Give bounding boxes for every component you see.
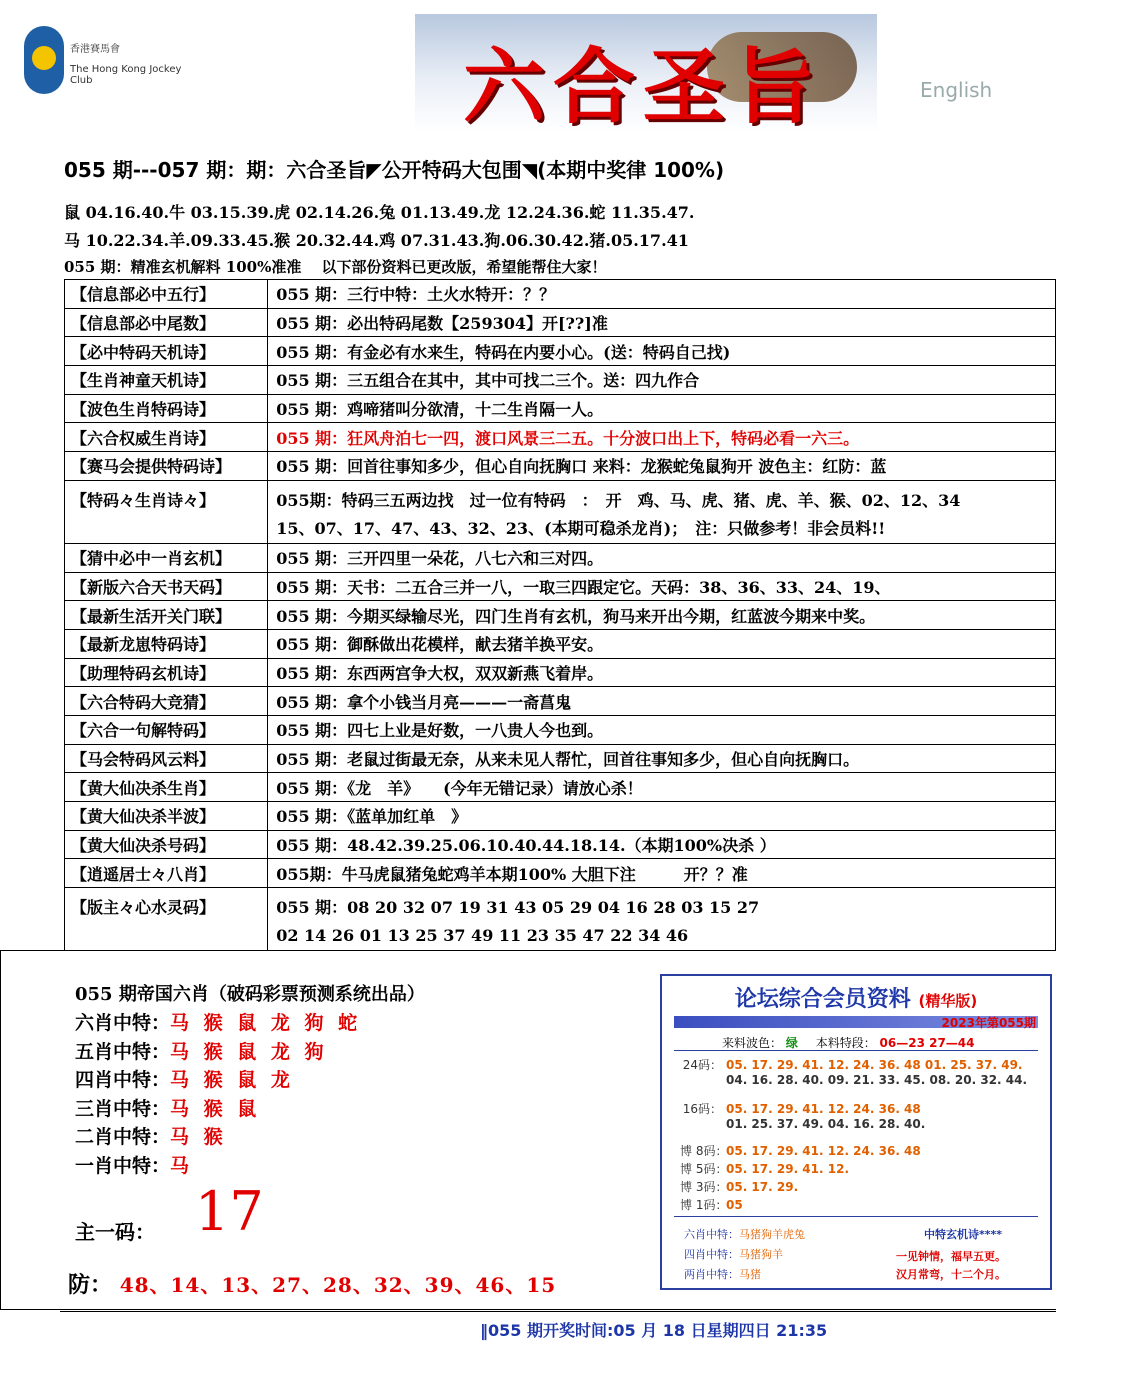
row-label: 【生肖神童天机诗】 — [65, 366, 268, 395]
pick-label: 五肖中特： — [75, 1040, 171, 1063]
card-number-row — [680, 1100, 925, 1131]
card-bottom-value: 马猪狗羊虎兔 — [739, 1228, 805, 1241]
row-content — [268, 452, 1056, 481]
table-row — [65, 572, 1056, 601]
row-content-line: 055 期：回首往事知多少，但心自向抚胸口 来料：龙猴蛇兔鼠狗开 波色主：红防：蓝 — [276, 457, 887, 477]
row-content — [268, 366, 1056, 395]
card-row-key: 16码： — [682, 1102, 722, 1116]
table-row — [65, 888, 1056, 951]
member-info-card — [660, 974, 1052, 1290]
row-content — [268, 337, 1056, 366]
card-row-value: 05. 17. 29. 41. 12. 24. 36. 48 01. 25. 37. 49. — [726, 1058, 1023, 1072]
pick-label: 三肖中特： — [75, 1097, 171, 1120]
pick-label: 六肖中特： — [75, 1012, 171, 1034]
pick-label: 四肖中特： — [75, 1069, 171, 1091]
intro-text: 055 期：精准玄机解料 100%准准 以下部份资料已更改版，希望能帮住大家！ — [64, 258, 607, 276]
zodiac-numbers-line-1: 鼠 04.16.40.牛 03.15.39.虎 02.14.26.兔 01.13.49.龙 12.24.36.蛇 11.35.47. — [64, 203, 695, 222]
zodiac-pick-line — [75, 1151, 193, 1178]
row-content — [268, 480, 1056, 543]
jockey-club-logo[interactable] — [24, 24, 204, 100]
row-content — [268, 802, 1056, 831]
row-content — [268, 601, 1056, 630]
row-content — [268, 308, 1056, 337]
table-row — [65, 773, 1056, 802]
main-number-label: 主一码： — [75, 1220, 155, 1244]
row-label: 【六合权威生肖诗】 — [65, 423, 268, 452]
row-content — [268, 543, 1056, 572]
card-title-text: 论坛综合会员资料 — [734, 987, 911, 1012]
table-row — [65, 337, 1056, 366]
card-bottom-key: 六肖中特： — [684, 1228, 739, 1241]
row-content-line: 055 期：御酥做出花模样，献去猪羊换平安。 — [276, 635, 604, 655]
poem-title: 中特玄机诗**** — [924, 1228, 1003, 1241]
row-label: 【逍遥居士々八肖】 — [65, 859, 268, 888]
row-label: 【黄大仙决杀半波】 — [65, 802, 268, 831]
table-row — [65, 715, 1056, 744]
card-number-row — [680, 1196, 743, 1213]
row-label: 【信息部必中尾数】 — [65, 308, 268, 337]
source-label: 来料波色： — [722, 1036, 783, 1050]
defense-label: 防： — [68, 1272, 113, 1298]
pick-value: 马 猴 — [170, 1126, 227, 1148]
table-row — [65, 629, 1056, 658]
english-link[interactable]: English — [920, 78, 993, 102]
row-content-line: 055 期：三五组合在其中，其中可找二三个。送：四九作合 — [276, 371, 700, 391]
table-row — [65, 423, 1056, 452]
row-content — [268, 687, 1056, 716]
table-row — [65, 543, 1056, 572]
card-title-sub: (精华版) — [918, 992, 978, 1010]
row-content — [268, 280, 1056, 309]
row-label: 【助理特码玄机诗】 — [65, 658, 268, 687]
row-content-line: 055 期：拿个小钱当月亮———一斋菖鬼 — [276, 692, 572, 712]
row-content-line: 055 期：四七上业是好数，一八贵人今也到。 — [276, 721, 604, 741]
card-bottom-row — [684, 1266, 761, 1282]
row-label: 【必中特码天机诗】 — [65, 337, 268, 366]
row-content-line: 055期：牛马虎鼠猪兔蛇鸡羊本期100% 大胆下注 开？？准 — [276, 864, 748, 884]
card-row-value: 05. 17. 29. 41. 12. 24. 36. 48 — [726, 1144, 921, 1158]
card-row-key: 博 1码： — [680, 1198, 728, 1212]
table-row — [65, 480, 1056, 543]
card-bottom-value: 马猪 — [739, 1268, 761, 1281]
row-content-line: 055 期：有金必有水来生，特码在内要小心。(送：特码自己找) — [276, 342, 731, 362]
row-label: 【赛马会提供特码诗】 — [65, 452, 268, 481]
poem-line-1: 一见钟情，福早五更。 — [896, 1250, 1006, 1263]
card-title — [662, 982, 1050, 1013]
zodiac-pick-line — [75, 1065, 294, 1092]
card-bottom-value: 马猪狗羊 — [739, 1248, 783, 1261]
row-content — [268, 423, 1056, 452]
row-content — [268, 859, 1056, 888]
card-bottom-row — [684, 1246, 783, 1262]
row-content — [268, 394, 1056, 423]
row-label: 【六合特码大竞猜】 — [65, 687, 268, 716]
table-row — [65, 308, 1056, 337]
row-content-line: 055 期：鸡啼猪叫分欲清，十二生肖隔一人。 — [276, 400, 604, 420]
card-number-row — [680, 1142, 921, 1159]
zodiac-pick-line — [75, 1094, 260, 1121]
row-content-line: 055 期：08 20 32 07 19 31 43 05 29 04 16 28 03 15 27 — [276, 898, 760, 918]
row-content-line: 15、07、17、47、43、32、23、(本期可稳杀龙肖)； 注：只做参考！非会员料!! — [276, 518, 886, 538]
row-label: 【最新龙崽特码诗】 — [65, 629, 268, 658]
pick-value: 马 — [170, 1154, 194, 1177]
table-row — [65, 687, 1056, 716]
card-bottom-key: 两肖中特： — [684, 1268, 739, 1281]
poem-line-2: 汉月常弯，十二个月。 — [896, 1268, 1006, 1281]
table-row — [65, 830, 1056, 859]
card-row-value: 05. 17. 29. 41. 12. 24. 36. 48 — [726, 1102, 921, 1116]
row-content-line: 055 期：48.42.39.25.06.10.40.44.18.14.（本期100%决杀 ） — [276, 836, 776, 856]
card-issue: 2023年第055期 — [941, 1016, 1036, 1030]
table-row — [65, 802, 1056, 831]
row-content-line: 055 期：狂风舟泊七一四，渡口风景三二五。十分波口出上下，特码必看一六三。 — [276, 428, 860, 448]
row-label: 【版主々心水灵码】 — [65, 888, 268, 951]
row-content — [268, 715, 1056, 744]
table-row — [65, 394, 1056, 423]
row-content — [268, 744, 1056, 773]
row-label: 【波色生肖特码诗】 — [65, 394, 268, 423]
row-label: 【马会特码风云料】 — [65, 744, 268, 773]
row-label: 【特码々生肖诗々】 — [65, 480, 268, 543]
row-content-line: 055期：特码三五两边找 过一位有特码 ： 开 鸡、马、虎、猪、虎、羊、猴、02、12、34 — [276, 490, 961, 510]
card-divider — [674, 1050, 1038, 1051]
pick-value: 马 猴 鼠 龙 狗 蛇 — [170, 1012, 362, 1034]
table-row — [65, 744, 1056, 773]
zodiac-pick-line — [75, 1037, 327, 1064]
pick-label: 一肖中特： — [75, 1154, 171, 1177]
row-label: 【新版六合天书天码】 — [65, 572, 268, 601]
empire-six-title: 055 期帝国六肖（破码彩票预测系统出品） — [75, 984, 425, 1005]
logo-english-text: The Hong Kong Jockey Club — [70, 64, 182, 86]
card-row-value: 05 — [726, 1198, 743, 1212]
table-row — [65, 366, 1056, 395]
jockey-club-seal-icon — [24, 26, 64, 94]
special-label: 本料特段： — [815, 1036, 876, 1050]
zodiac-pick-line — [75, 1008, 361, 1035]
row-content-line: 02 14 26 01 13 25 37 49 11 23 35 47 22 34 46 — [276, 926, 689, 946]
card-number-row — [680, 1178, 798, 1195]
card-divider-2 — [674, 1216, 1038, 1217]
row-content — [268, 888, 1056, 951]
row-content-line: 055 期：老鼠过街最无奈，从来未见人帮忙，回首往事知多少，但心自向抚胸口。 — [276, 749, 860, 769]
card-row-key: 博 8码： — [680, 1144, 728, 1158]
card-row-key: 博 5码： — [680, 1162, 728, 1176]
card-source-line — [722, 1034, 975, 1051]
row-content — [268, 658, 1056, 687]
card-number-row — [680, 1160, 849, 1177]
main-number-value: 17 — [195, 1180, 264, 1243]
table-row — [65, 859, 1056, 888]
card-bottom-row — [684, 1226, 805, 1242]
special-value: 06—23 27—44 — [879, 1036, 975, 1050]
bottom-divider — [60, 1311, 1056, 1312]
row-content-line: 055 期：今期买绿输尽光，四门生肖有玄机，狗马来开出今期，红蓝波今期来中奖。 — [276, 606, 876, 626]
card-row-value: 05. 17. 29. — [726, 1180, 799, 1194]
table-row — [65, 658, 1056, 687]
row-content-line: 055 期：三行中特：土火水特开：？？ — [276, 285, 556, 305]
table-row — [65, 280, 1056, 309]
row-label: 【黄大仙决杀号码】 — [65, 830, 268, 859]
pick-value: 马 猴 鼠 — [170, 1097, 261, 1120]
table-row — [65, 601, 1056, 630]
row-content-line: 055 期：《蓝单加红单 》 — [276, 807, 468, 827]
row-content-line: 055 期：《龙 羊》 (今年无错记录）请放心杀！ — [276, 778, 643, 798]
row-content-line: 055 期：东西两宫争大权，双双新燕飞着岸。 — [276, 663, 604, 683]
row-label: 【黄大仙决杀生肖】 — [65, 773, 268, 802]
logo-chinese-text: 香港賽馬會 — [70, 44, 120, 55]
row-label: 【最新生活开关门联】 — [65, 601, 268, 630]
pick-value: 马 猴 鼠 龙 狗 — [170, 1040, 328, 1063]
zodiac-numbers-line-2: 马 10.22.34.羊.09.33.45.猴 20.32.44.鸡 07.31.43.狗.06.30.42.猪.05.17.41 — [64, 231, 689, 250]
card-bottom-key: 四肖中特： — [684, 1248, 739, 1261]
table-row — [65, 452, 1056, 481]
card-row-value: 05. 17. 29. 41. 12. — [726, 1162, 849, 1176]
row-content — [268, 830, 1056, 859]
row-label: 【信息部必中五行】 — [65, 280, 268, 309]
row-content-line: 055 期：三开四里一朵花，八七六和三对四。 — [276, 549, 604, 569]
zodiac-pick-line — [75, 1122, 227, 1149]
draw-time: ‖055 期开奖时间:05 月 18 日星期四日 21:35 — [480, 1321, 828, 1340]
row-content — [268, 629, 1056, 658]
defense-numbers — [68, 1268, 556, 1299]
row-content — [268, 572, 1056, 601]
row-label: 【六合一句解特码】 — [65, 715, 268, 744]
card-row-value-2: 04. 16. 28. 40. 09. 21. 33. 45. 08. 20. 32. 44. — [726, 1073, 1028, 1087]
row-content — [268, 773, 1056, 802]
source-color: 绿 — [785, 1036, 798, 1050]
row-label: 【猜中必中一肖玄机】 — [65, 543, 268, 572]
banner-title: 六合圣旨 — [462, 40, 823, 135]
tips-table — [64, 279, 1056, 951]
card-row-key: 24码： — [682, 1058, 722, 1072]
defense-values: 48、14、13、27、28、32、39、46、15 — [119, 1273, 557, 1297]
pick-value: 马 猴 鼠 龙 — [170, 1069, 294, 1091]
pick-label: 二肖中特： — [75, 1126, 171, 1148]
row-content-line: 055 期：必出特码尾数【259304】开[??]准 — [276, 314, 608, 334]
row-content-line: 055 期：天书：二五合三并一八，一取三四跟定它。天码：38、36、33、24、19、 — [276, 577, 891, 597]
headline: 055 期---057 期：期：六合圣旨◤公开特码大包围◥(本期中奖律 100%) — [64, 158, 725, 182]
card-number-row — [680, 1056, 1027, 1087]
card-row-value-2: 01. 25. 37. 49. 04. 16. 28. 40. — [726, 1117, 926, 1131]
card-row-key: 博 3码： — [680, 1180, 728, 1194]
